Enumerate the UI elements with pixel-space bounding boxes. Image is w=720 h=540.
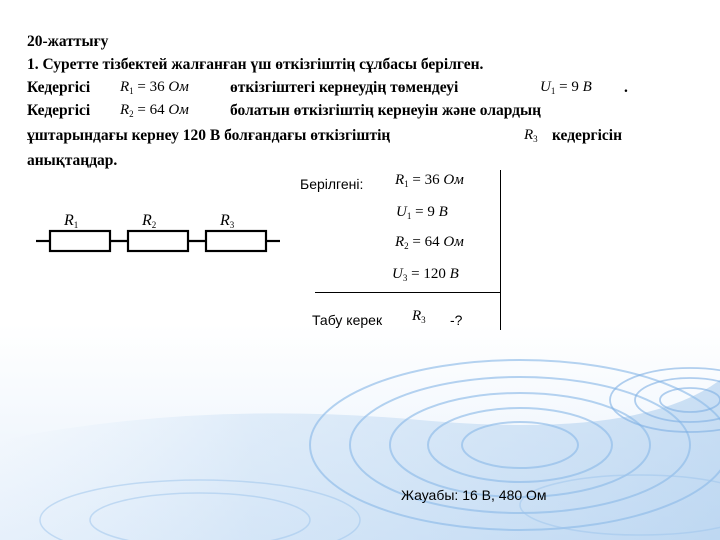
problem-line-1: 1. Суретте тізбектей жалғанған үш өткізгіштің сұлбасы берілген. xyxy=(27,56,484,73)
problem-line-4-lead: ұштарындағы кернеу 120 В болғандағы өткізгіштің xyxy=(27,127,391,144)
answer-text: Жауабы: 16 В, 480 Ом xyxy=(401,487,547,503)
resistor-r3 xyxy=(206,231,266,251)
resistor-r1 xyxy=(50,231,110,251)
find-r3: $R_3$ xyxy=(412,308,426,325)
label-r2: R2 xyxy=(142,212,157,230)
series-circuit-figure xyxy=(14,189,292,287)
problem-line-5: анықтаңдар. xyxy=(27,152,118,169)
problem-line-2-mid: өткізгіштегі кернеудің төмендеуі xyxy=(230,79,459,96)
exercise-title: 20-жаттығу xyxy=(27,33,109,50)
problem-line-3-rest: болатын өткізгіштің кернеуін және олардың xyxy=(230,102,542,119)
find-question: -? xyxy=(450,312,463,328)
given-r1: $R_1 = 36$ Ом xyxy=(395,172,464,189)
formula-u1: $U_1 = 9$ В xyxy=(540,79,592,96)
formula-r2: $R_2 = 64$ Ом xyxy=(120,102,189,119)
problem-line-3-lead: Кедергісі xyxy=(27,102,91,119)
given-divider-vertical xyxy=(500,170,501,330)
problem-line-4-end: кедергісін xyxy=(552,127,623,144)
problem-line-2-lead: Кедергісі xyxy=(27,79,91,96)
label-r3: R3 xyxy=(220,212,235,230)
given-r2: $R_2 = 64$ Ом xyxy=(395,234,464,251)
given-divider-horizontal xyxy=(315,292,500,293)
given-u3: $U_3 = 120$ В xyxy=(392,266,459,283)
given-label: Берілгені: xyxy=(300,176,364,192)
label-r1: R1 xyxy=(64,212,79,230)
resistor-r2 xyxy=(128,231,188,251)
formula-r3: $R_3$ xyxy=(524,127,538,144)
find-label: Табу керек xyxy=(312,312,383,328)
given-u1: $U_1 = 9$ В xyxy=(396,204,448,221)
formula-r1: $R_1 = 36$ Ом xyxy=(120,79,189,96)
problem-line-2-end: . xyxy=(624,79,628,96)
